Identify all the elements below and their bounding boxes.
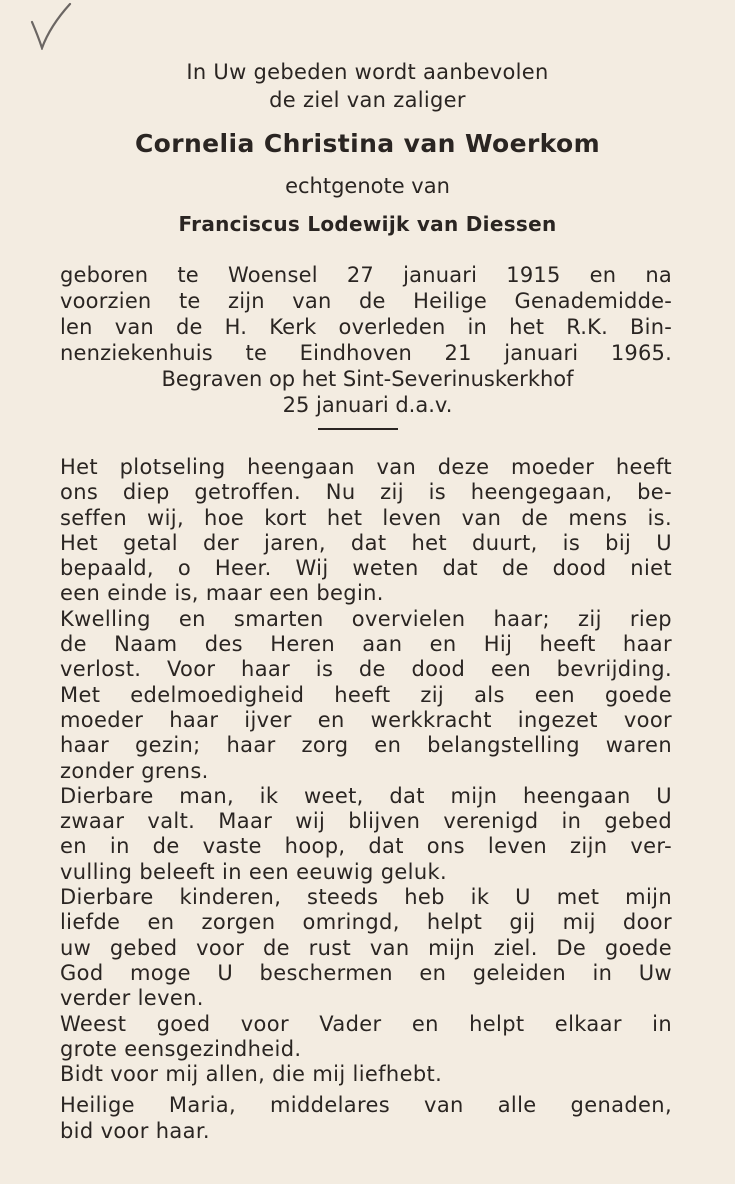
birth-line: geboren te Woensel 27 januari 1915 en na: [60, 263, 672, 287]
text-line: verlost. Voor haar is de dood een bevrijding.: [60, 657, 672, 682]
text-line: Het plotseling heengaan van deze moeder heeft: [60, 455, 672, 479]
text-line: Kwelling en smarten overvielen haar; zij riep: [60, 606, 672, 631]
birth-death-paragraph: [60, 262, 672, 366]
text-line: Het getal der jaren, dat het duurt, is bij U: [60, 530, 672, 555]
text-line: Bidt voor mij allen, die mij liefhebt.: [60, 1062, 443, 1087]
birth-line: voorzien te zijn van de Heilige Genademidde-: [60, 289, 672, 313]
text-line: zonder grens.: [60, 758, 209, 783]
text-line: verder leven.: [60, 986, 204, 1011]
burial-line-2: 25 januari d.a.v.: [282, 393, 453, 417]
text-line: Met edelmoedigheid heeft zij als een goede: [60, 682, 672, 707]
text-line: grote eensgezindheid.: [60, 1036, 302, 1061]
text-line: moeder haar ijver en werkkracht ingezet voor: [60, 707, 672, 732]
text-line: haar gezin; haar zorg en belangstelling waren: [60, 733, 672, 758]
intro-line-2: de ziel van zaliger: [269, 88, 466, 112]
text-line: Heilige Maria, middelares van alle genaden,: [60, 1093, 672, 1118]
text-line: Dierbare kinderen, steeds heb ik U met mijn: [60, 885, 672, 910]
text-line: en in de vaste hoop, dat ons leven zijn ver-: [60, 834, 672, 859]
text-line: Weest goed voor Vader en helpt elkaar in: [60, 1011, 672, 1036]
divider-rule: [318, 428, 398, 430]
text-line: zwaar valt. Maar wij blijven verenigd in gebed: [60, 809, 672, 834]
memorial-text: [60, 455, 672, 1144]
header: [0, 58, 735, 238]
text-line: bepaald, o Heer. Wij weten dat de dood niet: [60, 556, 672, 581]
intro-line-1: In Uw gebeden wordt aanbevolen: [186, 60, 549, 84]
text-line: God moge U beschermen en geleiden in Uw: [60, 960, 672, 985]
text-line: liefde en zorgen omringd, helpt gij mij door: [60, 910, 672, 935]
spouse-name: Franciscus Lodewijk van Diessen: [178, 212, 557, 236]
deceased-name: Cornelia Christina van Woerkom: [134, 129, 601, 158]
text-line: bid voor haar.: [60, 1118, 210, 1143]
text-line: uw gebed voor de rust van mijn ziel. De goede: [60, 935, 672, 960]
burial-info: [0, 366, 735, 418]
burial-line-1: Begraven op het Sint-Severinuskerkhof: [161, 367, 574, 391]
birth-line: nenziekenhuis te Eindhoven 21 januari 1965.: [60, 341, 672, 365]
birth-line: len van de H. Kerk overleden in het R.K. Bin-: [60, 315, 672, 339]
spouse-intro: echtgenote van: [285, 174, 450, 198]
text-line: vulling beleeft in een eeuwig geluk.: [60, 859, 448, 884]
text-line: ons diep getroffen. Nu zij is heengegaan, be-: [60, 480, 672, 505]
text-line: een einde is, maar een begin.: [60, 581, 384, 606]
text-line: de Naam des Heren aan en Hij heeft haar: [60, 632, 672, 657]
text-line: Dierbare man, ik weet, dat mijn heengaan U: [60, 783, 672, 808]
checkmark-icon: [26, 2, 72, 50]
text-line: seffen wij, hoe kort het leven van de mens is.: [60, 505, 672, 530]
